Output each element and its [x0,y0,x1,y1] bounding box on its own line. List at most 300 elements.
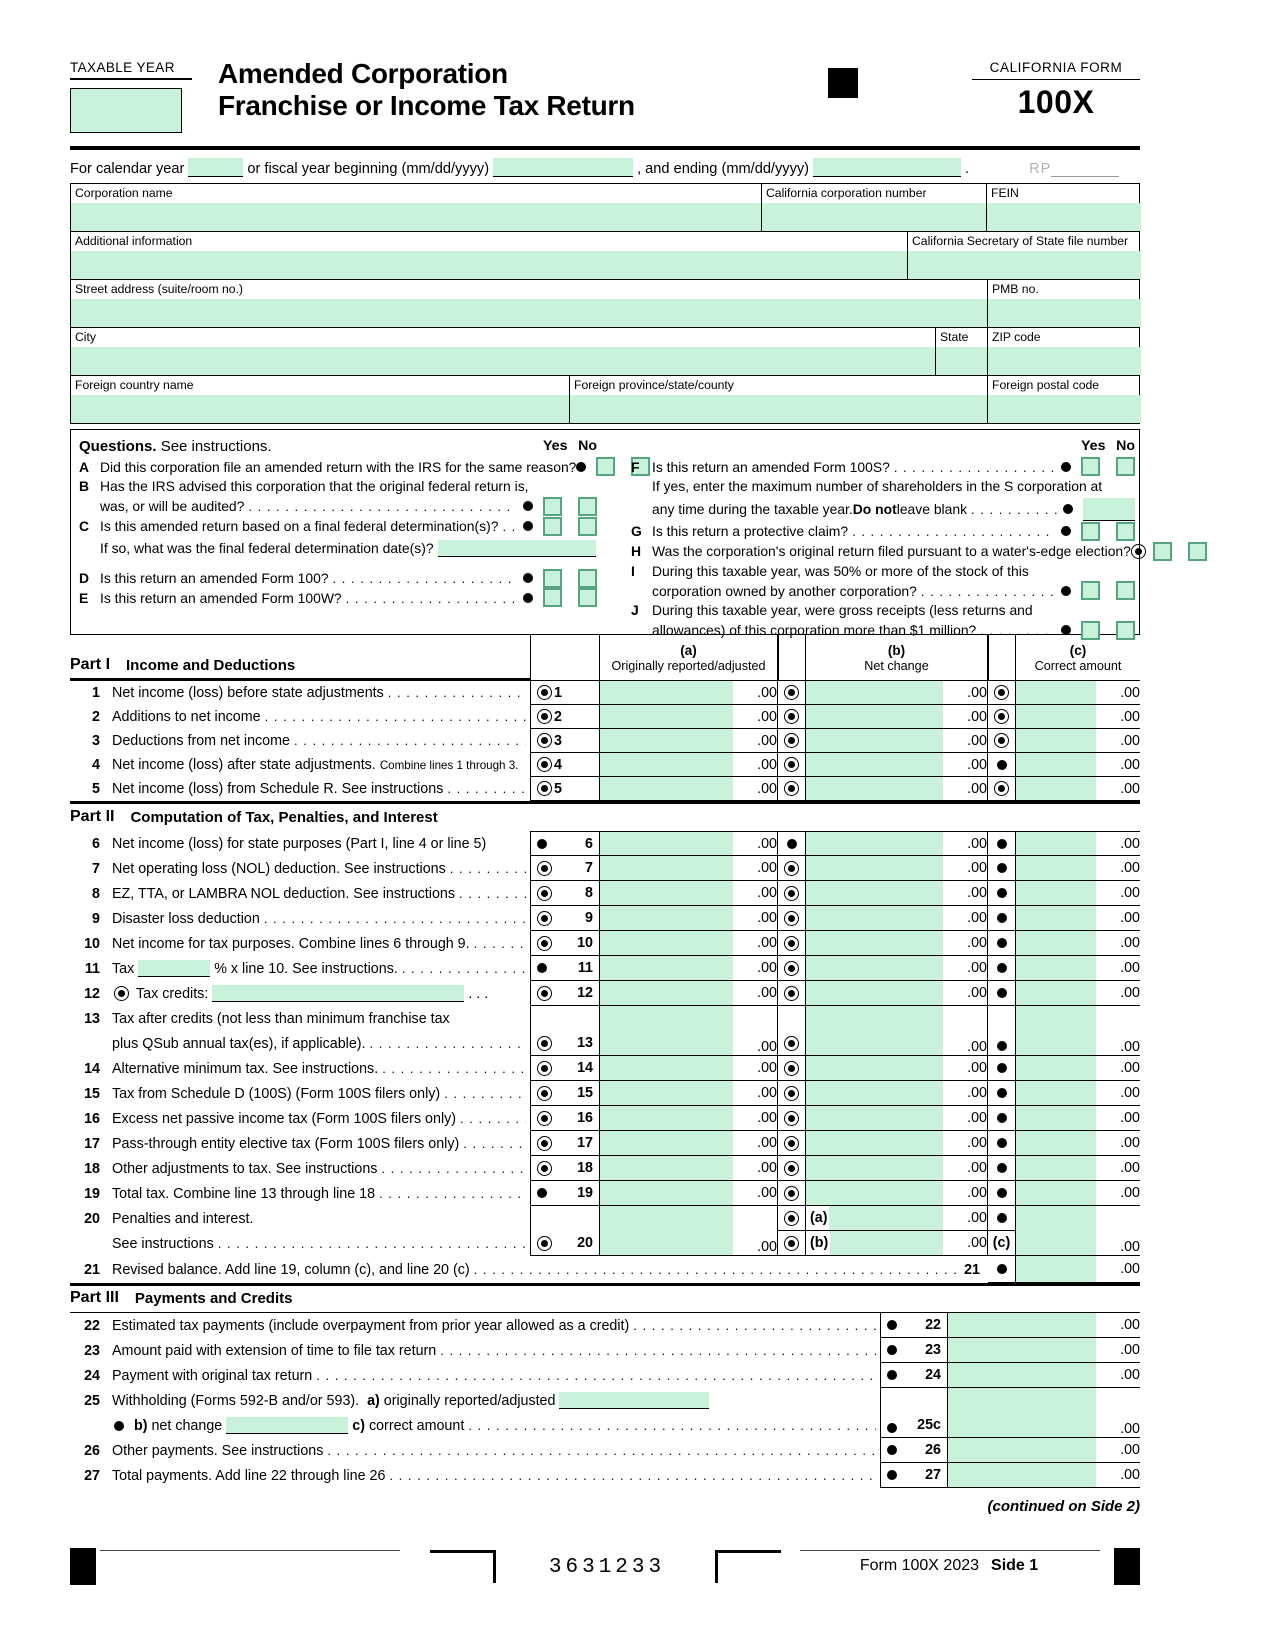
question-text: If yes, enter the maximum number of shareholders in the S corporation at [652,478,1103,495]
line-description: Withholding (Forms 592-B and/or 593). [112,1392,360,1409]
line-description-small: Combine lines 1 through 3. [379,758,519,772]
fiscal-end-date-input[interactable] [813,158,961,177]
question-text: Did this corporation file an amended return with the IRS for the same reason? [100,458,577,475]
line-24-row [70,1363,1140,1388]
amount-b-input[interactable] [806,729,943,752]
amount-suffix: .00 [1096,1206,1140,1255]
bullet-icon [523,501,533,511]
yes-checkbox[interactable] [1081,522,1100,541]
dot-leader [346,591,517,606]
registration-mark-icon [1114,1548,1140,1585]
question-text: was, or will be audited? [100,498,245,515]
line-number: 1 [554,684,562,701]
amount-suffix: .00 [1096,832,1140,855]
amount-c-input[interactable] [1016,906,1096,930]
amount-b-input[interactable] [806,681,943,704]
no-checkbox[interactable] [578,588,597,607]
line-number: 6 [585,835,593,852]
dot-leader [921,584,1055,599]
line-number: 2 [92,709,100,725]
line-number: 12 [84,985,100,1002]
yes-checkbox[interactable] [543,497,562,516]
amount-suffix: .00 [1096,1106,1140,1130]
amount-a-input[interactable] [600,881,733,905]
amount-suffix: .00 [1096,1463,1140,1487]
state-input[interactable] [936,347,987,375]
line-7-row [70,856,1140,881]
column-b-name: Net change [864,658,929,673]
question-letter: J [631,602,639,619]
bullet-icon [997,1213,1007,1223]
amount-c-input[interactable] [1016,1006,1096,1055]
amount-suffix: .00 [943,1006,987,1055]
line-number: 9 [92,910,100,927]
amount-suffix: .00 [943,1210,987,1226]
line-22-row [70,1313,1140,1338]
amount-b-input[interactable] [806,931,943,955]
target-icon [784,961,799,976]
line-description: Estimated tax payments (include overpayment from prior year allowed as a credit) [112,1317,630,1334]
amount-a-input[interactable] [600,931,733,955]
amount-suffix: .00 [943,705,987,728]
amount-c-input[interactable] [1016,1056,1096,1080]
calendar-year-line [70,150,1140,183]
bullet-icon [997,1138,1007,1148]
taxable-year-input[interactable] [70,88,182,133]
amount-b-input[interactable] [806,1006,943,1055]
amount-suffix: .00 [943,931,987,955]
amount-a-input[interactable] [600,753,733,776]
amount-a-input[interactable] [600,729,733,752]
pmb-input[interactable] [988,299,1141,327]
question-d-row [79,568,597,588]
amount-b-input[interactable] [806,1056,943,1080]
target-icon [994,709,1009,724]
amount-a-input[interactable] [600,777,733,800]
amount-a-input[interactable] [600,1156,733,1180]
line-number: 22 [84,1317,100,1334]
yes-checkbox[interactable] [1153,542,1172,561]
column-a-letter: (a) [680,642,697,658]
amount-a-input[interactable] [600,1181,733,1205]
amount-suffix: .00 [1096,1181,1140,1205]
amount-b-input[interactable] [806,1106,943,1130]
penalty-a-input[interactable] [829,1206,943,1230]
amount-suffix: .00 [733,832,777,855]
amount-suffix: .00 [943,956,987,980]
amount-b-input[interactable] [806,856,943,880]
amount-suffix: .00 [733,981,777,1005]
bullet-icon [576,462,586,472]
amount-a-input[interactable] [600,1106,733,1130]
line-number: 21 [84,1261,100,1278]
ca-corp-number-input[interactable] [762,203,986,231]
no-checkbox[interactable] [1116,522,1135,541]
line-number: 21 [964,1261,980,1278]
bullet-icon [997,913,1007,923]
dot-leader [450,861,526,877]
line-number: 27 [925,1467,941,1483]
dot-leader [460,1111,526,1127]
amount-c-input[interactable] [1016,931,1096,955]
amount-a-input[interactable] [600,906,733,930]
bullet-icon [997,938,1007,948]
dot-leader [463,1136,526,1152]
no-checkbox[interactable] [578,497,597,516]
line-number: 18 [84,1160,100,1177]
questions-box [70,429,1140,639]
line-number: 10 [84,935,100,952]
question-text: Was the corporation's original return filed pursuant to a water's-edge election? [652,542,1131,559]
amount-c-input[interactable] [1016,981,1096,1005]
trail-dots: . . . [468,985,489,1002]
yes-checkbox[interactable] [543,517,562,536]
registration-mark-icon [828,68,858,98]
amount-suffix: .00 [943,729,987,752]
tax-rate-input[interactable] [138,960,210,977]
amount-suffix: .00 [733,881,777,905]
dot-leader [894,460,1055,475]
line-number: 19 [577,1185,593,1201]
calendar-text-1: For calendar year [70,161,185,177]
amount-a-input[interactable] [600,681,733,704]
target-icon [537,1136,552,1151]
line-number: 23 [84,1342,100,1359]
dot-leader [264,911,526,927]
yes-header: Yes [543,438,568,454]
line-number: 8 [585,885,593,901]
amount-a-input[interactable] [600,705,733,728]
amount-c-input[interactable] [1016,1156,1096,1180]
amount-input[interactable] [948,1438,1096,1462]
amount-b-input[interactable] [806,881,943,905]
bullet-icon [887,1445,897,1455]
dot-leader [316,1368,876,1384]
amount-b-input[interactable] [806,981,943,1005]
bullet-icon [997,1188,1007,1198]
line-description: Deductions from net income [112,733,290,749]
question-letter: A [79,458,90,475]
target-icon [537,709,552,724]
sub-c-label: c) [352,1417,365,1434]
no-checkbox[interactable] [1116,581,1135,600]
amount-c-input[interactable] [1016,681,1096,704]
line-number: 15 [84,1085,100,1102]
amount-b-input[interactable] [806,1181,943,1205]
amount-b-input[interactable] [806,777,943,800]
line-21-row [70,1256,1140,1283]
question-f-row2 [631,477,1135,497]
line-number: 16 [577,1110,593,1126]
dot-leader [502,519,517,534]
line-description: Other payments. See instructions [112,1442,324,1459]
dot-leader [468,1418,876,1434]
form-title [218,58,635,122]
penalty-b-input[interactable] [830,1231,943,1255]
question-i-row [631,561,1135,581]
calendar-year-input[interactable] [188,158,243,177]
amount-suffix: .00 [1096,729,1140,752]
foreign-province-input[interactable] [570,395,987,423]
identity-row-5 [71,375,1139,423]
amount-a-input[interactable] [600,956,733,980]
dot-leader [248,499,517,514]
line-description: plus QSub annual tax(es), if applicable). [112,1035,366,1052]
no-checkbox[interactable] [578,517,597,536]
amount-a-input[interactable] [600,856,733,880]
sub-a-label: a) [367,1392,380,1409]
amount-a-input[interactable] [600,1056,733,1080]
line-description: Tax [112,960,135,977]
amount-b-input[interactable] [806,753,943,776]
amount-input[interactable] [948,1313,1096,1337]
withholding-c-input[interactable] [948,1388,1096,1437]
amount-suffix: .00 [943,1156,987,1180]
yes-checkbox[interactable] [1081,621,1100,640]
target-icon [537,886,552,901]
penalty-c-input[interactable] [1016,1206,1096,1255]
fein-input[interactable] [987,203,1141,231]
amount-c-input[interactable] [1016,881,1096,905]
line-description: Net income for tax purposes. Combine lines 6 through 9. [112,935,470,952]
fiscal-begin-date-input[interactable] [493,158,633,177]
amount-c-input[interactable] [1016,1081,1096,1105]
no-checkbox[interactable] [1188,542,1207,561]
line-number: 27 [84,1467,100,1484]
amount-c-input[interactable] [1016,1106,1096,1130]
amount-c-input[interactable] [1016,1131,1096,1155]
line-9-row [70,906,1140,931]
questions-left-column [79,435,597,608]
target-icon [537,911,552,926]
identity-grid [70,183,1140,424]
dot-leader [388,685,526,701]
amount-b-input[interactable] [806,1131,943,1155]
amount-b-input[interactable] [806,832,943,855]
question-letter: F [631,458,640,475]
dot-leader [971,502,1057,517]
column-b-letter: (b) [887,642,906,658]
line-description: Tax credits: [136,985,209,1002]
no-checkbox[interactable] [578,569,597,588]
amount-suffix: .00 [1096,1313,1140,1337]
question-f-row [631,457,1135,477]
amount-b-input[interactable] [806,1081,943,1105]
column-a-name: Originally reported/adjusted [611,658,766,673]
amount-suffix: .00 [733,729,777,752]
foreign-country-input[interactable] [71,395,569,423]
yes-checkbox[interactable] [1081,581,1100,600]
amount-suffix: .00 [1096,1056,1140,1080]
line-number: 24 [84,1367,100,1384]
amount-c-input[interactable] [1016,777,1096,800]
amount-c-input[interactable] [1016,729,1096,752]
amount-suffix: .00 [1096,1131,1140,1155]
amount-a-input[interactable] [600,1006,733,1055]
dot-leader [218,1236,526,1252]
zip-label: ZIP code [992,330,1041,344]
line-number: 19 [84,1185,100,1202]
line-6-row [70,831,1140,856]
dot-leader [389,1468,876,1484]
target-icon [537,733,552,748]
line-2-row [70,705,1140,729]
amount-input[interactable] [948,1363,1096,1387]
line-5-row [70,777,1140,801]
amount-a-input[interactable] [600,1131,733,1155]
footer-rule-right [800,1550,1100,1551]
crop-mark-icon [430,1550,496,1583]
amount-suffix: .00 [733,1006,777,1055]
amount-suffix: .00 [943,1056,987,1080]
amount-b-input[interactable] [806,705,943,728]
revised-balance-input[interactable] [1016,1256,1096,1282]
tax-credits-input[interactable] [212,985,464,1002]
line-number: 4 [554,756,562,773]
form-title-line2: Franchise or Income Tax Return [218,90,635,122]
form-id-text: Form 100X 2023 [859,1557,980,1574]
part1-label: Part I [70,656,111,673]
amount-b-input[interactable] [806,956,943,980]
yes-checkbox[interactable] [543,588,562,607]
foreign-postal-input[interactable] [988,395,1141,423]
amount-input[interactable] [948,1338,1096,1362]
amount-c-input[interactable] [1016,1181,1096,1205]
amount-b-input[interactable] [806,1156,943,1180]
line-description: Tax after credits (not less than minimum franchise tax [112,1010,450,1027]
amount-suffix: .00 [1096,956,1140,980]
line-number: 13 [84,1010,100,1027]
line-number: 16 [84,1110,100,1127]
amount-a-input[interactable] [600,1081,733,1105]
amount-input[interactable] [948,1463,1096,1487]
question-text: Is this return a protective claim? [652,523,849,540]
no-checkbox[interactable] [1116,621,1135,640]
calendar-text-3: , and ending (mm/dd/yyyy) [637,161,810,177]
yes-checkbox[interactable] [596,457,615,476]
taxable-year-label: TAXABLE YEAR [70,60,192,80]
amount-a-input[interactable] [600,981,733,1005]
dot-leader [459,886,526,902]
no-checkbox[interactable] [1116,457,1135,476]
question-e-row [79,588,597,608]
amount-c-input[interactable] [1016,956,1096,980]
question-text: leave blank [896,500,968,517]
shareholder-count-input[interactable] [1083,498,1135,521]
line-number: 18 [577,1160,593,1176]
identity-row-4 [71,327,1139,375]
question-text-bold: Do not [852,500,897,517]
line-number: 5 [92,781,100,797]
sos-file-number-input[interactable] [908,251,1141,279]
target-icon [784,936,799,951]
amount-suffix: .00 [943,753,987,776]
dot-leader [852,524,1055,539]
federal-determination-date-input[interactable] [438,540,596,557]
amount-suffix: .00 [1096,981,1140,1005]
line-description: Net income (loss) after state adjustments. [112,757,376,773]
line-number: 26 [84,1442,100,1459]
line-number: 11 [577,960,593,976]
zip-input[interactable] [988,347,1141,375]
withholding-b-input[interactable] [226,1417,348,1434]
bullet-icon [997,988,1007,998]
crop-mark-icon [715,1550,781,1583]
target-icon [537,936,552,951]
dot-leader [333,571,517,586]
bullet-icon [997,1264,1007,1274]
amount-suffix: .00 [733,1206,777,1255]
street-address-input[interactable] [71,299,987,327]
amount-b-input[interactable] [806,906,943,930]
question-text: If so, what was the final federal determination date(s)? [100,540,434,557]
target-icon [994,685,1009,700]
target-icon [537,1086,552,1101]
withholding-a-input[interactable] [559,1392,709,1409]
calendar-text-2: or fiscal year beginning (mm/dd/yyyy) [247,161,490,177]
sub-line-a-label: (a) [810,1210,828,1226]
question-letter: G [631,523,642,540]
target-icon [537,1236,552,1251]
yes-checkbox[interactable] [1081,457,1100,476]
bullet-icon [997,1041,1007,1051]
line-description: Tax from Schedule D (100S) (Form 100S filers only) [112,1085,441,1102]
line-8-row [70,881,1140,906]
bullet-icon [537,1188,547,1198]
amount-suffix: .00 [733,1156,777,1180]
calendar-period: . [965,161,970,177]
identity-row-3 [71,279,1139,327]
sub-a-text: originally reported/adjusted [383,1392,556,1409]
line-description: Net operating loss (NOL) deduction. See instructions [112,860,446,877]
question-text: Is this amended return based on a final federal determination(s)? [100,517,499,534]
amount-c-input[interactable] [1016,832,1096,855]
city-input[interactable] [71,347,935,375]
amount-a-input[interactable] [600,1206,733,1255]
questions-title: Questions. [79,437,157,455]
bullet-icon [1061,586,1071,596]
yes-checkbox[interactable] [543,569,562,588]
amount-suffix: .00 [733,1106,777,1130]
amount-c-input[interactable] [1016,856,1096,880]
bullet-icon [887,1320,897,1330]
target-icon [537,781,552,796]
dot-leader [381,1161,526,1177]
amount-suffix: .00 [733,1181,777,1205]
question-a-row [79,457,597,477]
dot-leader [370,1036,526,1052]
line-14-row [70,1056,1140,1081]
california-form-label: CALIFORNIA FORM [972,60,1140,80]
form-number: 100X [1017,84,1095,120]
amount-c-input[interactable] [1016,705,1096,728]
target-icon [1131,544,1146,559]
line-3-row [70,729,1140,753]
line-description: Payment with original tax return [112,1367,313,1384]
bullet-icon [787,839,797,849]
additional-info-input[interactable] [71,251,907,279]
line-number: 23 [925,1342,941,1358]
line-number: 8 [92,885,100,902]
dot-leader [474,936,526,952]
foreign-country-label: Foreign country name [75,378,194,392]
amount-c-input[interactable] [1016,753,1096,776]
dot-leader [633,1318,876,1334]
amount-a-input[interactable] [600,832,733,855]
target-icon [114,986,129,1001]
foreign-postal-label: Foreign postal code [992,378,1100,392]
corporation-name-input[interactable] [71,203,761,231]
